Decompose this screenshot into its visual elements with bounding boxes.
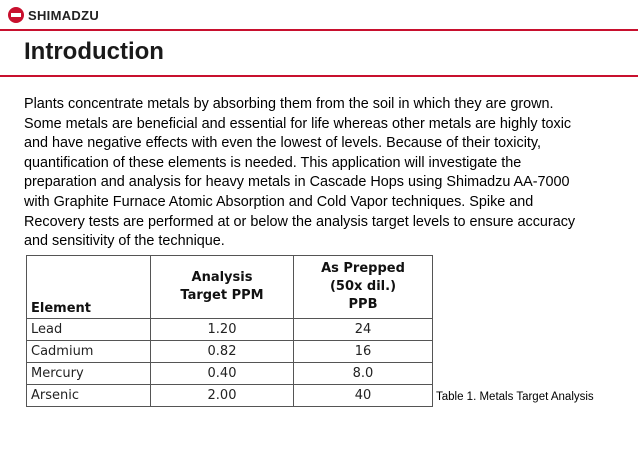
cell-target-ppm: 1.20 bbox=[151, 319, 294, 341]
table-header-row bbox=[27, 256, 433, 319]
table-row bbox=[27, 363, 433, 385]
cell-element: Cadmium bbox=[27, 341, 151, 363]
table-caption: Table 1. Metals Target Analysis bbox=[436, 391, 594, 403]
header-analysis-target bbox=[151, 256, 294, 319]
table-row bbox=[27, 341, 433, 363]
cell-prepped-ppb: 24 bbox=[294, 319, 433, 341]
intro-line: Recovery tests are performed at or below the analysis target levels to ensure accuracy bbox=[24, 213, 576, 230]
cell-prepped-ppb: 40 bbox=[294, 385, 433, 407]
intro-line: and have negative effects with even the lowest of levels. Because of their toxicity, bbox=[24, 135, 542, 152]
header-prepped-line: (50x dil.) bbox=[329, 279, 397, 294]
cell-element: Mercury bbox=[27, 363, 151, 385]
intro-line: with Graphite Furnace Atomic Absorption and Cold Vapor techniques. Spike and bbox=[24, 193, 534, 210]
intro-line: Some metals are beneficial and essential for life whereas other metals are highly toxic bbox=[24, 115, 572, 132]
header-prepped-line: PPB bbox=[348, 297, 378, 312]
header-element: Element bbox=[27, 256, 151, 319]
cell-target-ppm: 0.40 bbox=[151, 363, 294, 385]
shimadzu-logo-mark-icon bbox=[8, 7, 24, 23]
shimadzu-logo bbox=[8, 7, 99, 23]
header-bottom-rule bbox=[0, 75, 638, 77]
cell-target-ppm: 0.82 bbox=[151, 341, 294, 363]
cell-target-ppm: 2.00 bbox=[151, 385, 294, 407]
header-prepped-line: As Prepped bbox=[321, 261, 405, 276]
table-row bbox=[27, 385, 433, 407]
intro-line: Plants concentrate metals by absorbing them from the soil in which they are grown. bbox=[24, 96, 554, 112]
intro-line: and sensitivity of the technique. bbox=[24, 233, 225, 250]
metals-table bbox=[26, 255, 433, 407]
header-as-prepped bbox=[294, 256, 433, 319]
table-row bbox=[27, 319, 433, 341]
cell-prepped-ppb: 8.0 bbox=[294, 363, 433, 385]
slide-title: Introduction bbox=[24, 38, 164, 65]
cell-element: Lead bbox=[27, 319, 151, 341]
intro-line: quantification of these elements is needed. This application will investigate the bbox=[24, 154, 522, 171]
header-top-rule bbox=[0, 29, 638, 31]
brand-name: SHIMADZU bbox=[28, 7, 100, 23]
cell-prepped-ppb: 16 bbox=[294, 341, 433, 363]
cell-element: Arsenic bbox=[27, 385, 151, 407]
intro-line: preparation and analysis for heavy metals in Cascade Hops using Shimadzu AA-7000 bbox=[24, 174, 570, 191]
header-target-line: Target PPM bbox=[180, 288, 264, 303]
intro-paragraph bbox=[24, 95, 624, 252]
header-target-line: Analysis bbox=[191, 270, 253, 285]
